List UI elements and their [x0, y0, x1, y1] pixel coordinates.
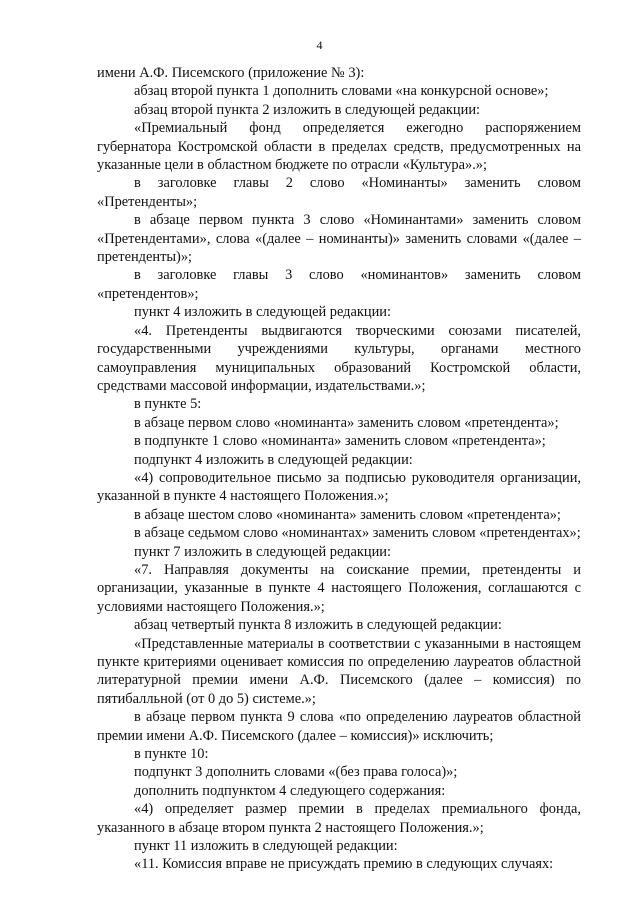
paragraph: в абзаце первом слово «номинанта» заменить словом «претендента»; [134, 414, 559, 431]
paragraph: «11. Комиссия вправе не присуждать премию в следующих случаях: [134, 856, 554, 873]
paragraph: имени А.Ф. Писемского (приложение № 3): [97, 65, 365, 81]
paragraph: «7. Направляя документы на соискание премии, претенденты и организации, указанные в пункте 4 настоящего Положения, соглашаются с условиями настоящего Положения.»; [97, 561, 581, 615]
paragraph: «Представленные материалы в соответствии с указанными в настоящем пункте критериями оценивает комиссия по определению лауреатов областной литературной премии имени А.Ф. Писемского (далее – комиссия) по пятибалльной (от 0 до 5) системе.»; [97, 635, 581, 707]
paragraph: абзац второй пункта 2 изложить в следующей редакции: [134, 101, 481, 118]
paragraph: «Премиальный фонд определяется ежегодно распоряжением губернатора Костромской области в пределах средств, предусмотренных на указанные цели в областном бюджете по отрасли «Культура».»; [97, 120, 581, 174]
paragraph: в подпункте 1 слово «номинанта» заменить словом «претендента»; [134, 433, 546, 450]
paragraph: в абзаце первом пункта 3 слово «Номинантами» заменить словом «Претендентами», слова «(далее – номинанты)» заменить словами «(далее – претенденты)»; [97, 212, 581, 266]
paragraph: «4) определяет размер премии в пределах премиального фонда, указанного в абзаце втором пункта 2 настоящего Положения.»; [97, 801, 581, 836]
paragraph: пункт 7 изложить в следующей редакции: [134, 543, 391, 560]
page-number: 4 [316, 38, 323, 52]
paragraph: в заголовке главы 2 слово «Номинанты» заменить словом «Претенденты»; [97, 175, 581, 210]
paragraph: в абзаце первом пункта 9 слова «по определению лауреатов областной премии имени А.Ф. Писемского (далее – комиссия)» исключить; [97, 709, 581, 744]
paragraph: дополнить подпунктом 4 следующего содержания: [134, 782, 446, 799]
paragraph: «4) сопроводительное письмо за подписью руководителя организации, указанной в пункте 4 настоящего Положения.»; [97, 469, 581, 505]
paragraph: в абзаце шестом слово «номинанта» заменить словом «претендента»; [134, 506, 561, 523]
paragraph: пункт 11 изложить в следующей редакции: [134, 838, 398, 855]
paragraph: в пункте 10: [134, 746, 209, 763]
paragraph: абзац четвертый пункта 8 изложить в следующей редакции: [134, 617, 502, 634]
paragraph: подпункт 4 изложить в следующей редакции: [134, 451, 413, 468]
paragraph: подпункт 3 дополнить словами «(без права голоса)»; [134, 764, 458, 781]
document-body [97, 64, 581, 874]
paragraph: в пункте 5: [134, 396, 202, 413]
paragraph: пункт 4 изложить в следующей редакции: [134, 304, 391, 321]
paragraph: «4. Претенденты выдвигаются творческими союзами писателей, государственными учреждениями культуры, органами местного самоуправления муниципальных образований Костромской области, средствами массовой информации, издательствами.»; [97, 322, 581, 394]
paragraph: в абзаце седьмом слово «номинантах» заменить словом «претендентах»; [134, 525, 581, 542]
paragraph: абзац второй пункта 1 дополнить словами «на конкурсной основе»; [134, 83, 549, 100]
paragraph: в заголовке главы 3 слово «номинантов» заменить словом «претендентов»; [97, 267, 581, 302]
